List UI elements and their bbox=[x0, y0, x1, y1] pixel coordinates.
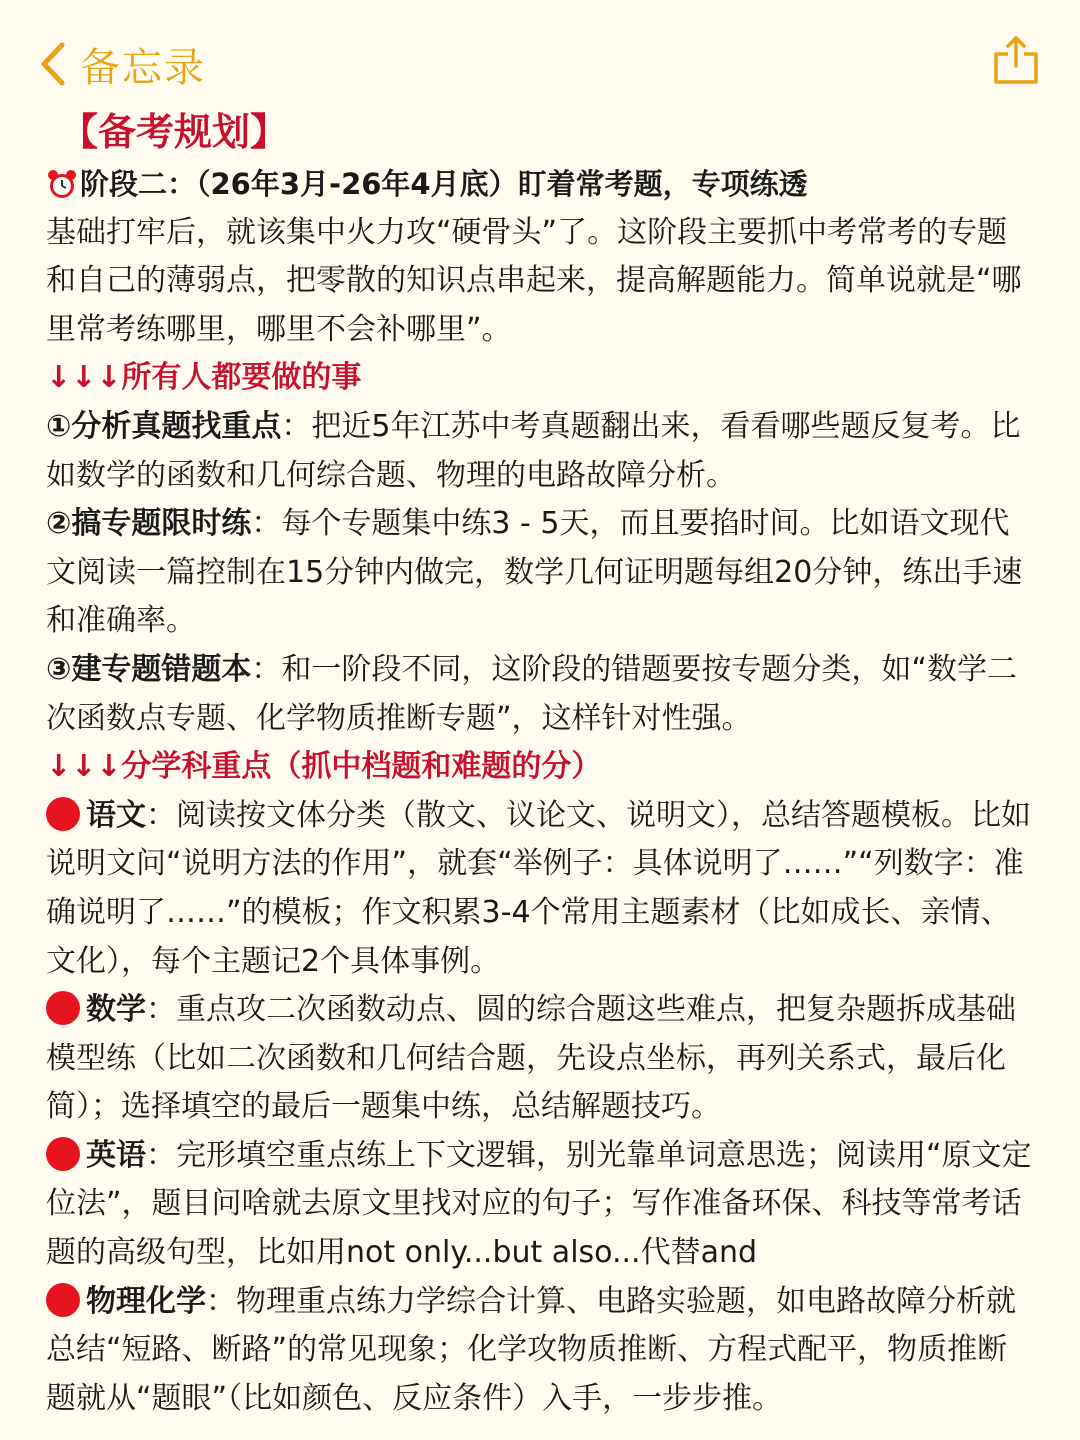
subject-label: 语文 bbox=[86, 797, 146, 833]
subject-text: ：完形填空重点练上下文逻辑，别光靠单词意思选；阅读用“原文定位法”，题目问啥就去原文里找对应的句子；写作准备环保、科技等常考话题的高级句型，比如用not only...but also...代替and bbox=[46, 1137, 1032, 1271]
task-text: ：把近5年江苏中考真题翻出来，看看哪些题反复考。比如数学的函数和几何综合题、物理的电路故障分析。 bbox=[46, 408, 1021, 493]
red-circle-icon bbox=[46, 797, 80, 831]
subject-item bbox=[46, 986, 1036, 1132]
section-title-subjects: ↓↓↓分学科重点（抓中档题和难题的分） bbox=[46, 749, 602, 785]
red-circle-icon bbox=[46, 1283, 80, 1317]
subject-label: 物理化学 bbox=[86, 1283, 206, 1319]
back-label: 备忘录 bbox=[80, 44, 206, 91]
note-body[interactable] bbox=[46, 104, 1036, 1423]
subject-item bbox=[46, 1278, 1036, 1424]
subject-text: ：物理重点练力学综合计算、电路实验题，如电路故障分析就总结“短路、断路”的常见现象；化学攻物质推断、方程式配平，物质推断题就从“题眼”（比如颜色、反应条件）入手，一步步推。 bbox=[46, 1283, 1016, 1416]
stage-title-line bbox=[46, 160, 1036, 209]
alarm-clock-icon bbox=[46, 168, 78, 200]
chevron-left-icon bbox=[38, 41, 66, 87]
intro-paragraph: 基础打牢后，就该集中火力攻“硬骨头”了。这阶段主要抓中考常考的专题和自己的薄弱点，把零散的知识点串起来，提高解题能力。简单说就是“哪里常考练哪里，哪里不会补哪里”。 bbox=[46, 214, 1022, 347]
subject-item bbox=[46, 792, 1036, 986]
subject-text: ：阅读按文体分类（散文、议论文、说明文），总结答题模板。比如说明文问“说明方法的作用”，就套“举例子：具体说明了……”“列数字：准确说明了……”的模板；作文积累3-4个常用主题素材（比如成长、亲情、文化），每个主题记2个具体事例。 bbox=[46, 797, 1031, 979]
note-heading: 【备考规划】 bbox=[60, 110, 289, 154]
task-text: ：每个专题集中练3 - 5天，而且要掐时间。比如语文现代文阅读一篇控制在15分钟内做完，数学几何证明题每组20分钟，练出手速和准确率。 bbox=[46, 506, 1023, 639]
task-item bbox=[46, 646, 1036, 743]
task-label: ①分析真题找重点 bbox=[46, 408, 282, 444]
task-item bbox=[46, 403, 1036, 500]
subject-label: 数学 bbox=[86, 992, 146, 1028]
share-icon[interactable] bbox=[990, 34, 1042, 86]
red-circle-icon bbox=[46, 1137, 80, 1171]
task-item bbox=[46, 500, 1036, 646]
nav-bar bbox=[0, 0, 1080, 110]
subject-label: 英语 bbox=[86, 1137, 146, 1173]
task-text: ：和一阶段不同，这阶段的错题要按专题分类，如“数学二次函数点专题、化学物质推断专题”，这样针对性强。 bbox=[46, 651, 1017, 736]
back-button[interactable] bbox=[38, 36, 206, 92]
task-label: ③建专题错题本 bbox=[46, 651, 252, 687]
subject-text: ：重点攻二次函数动点、圆的综合题这些难点，把复杂题拆成基础模型练（比如二次函数和几何结合题，先设点坐标，再列关系式，最后化简）；选择填空的最后一题集中练，总结解题技巧。 bbox=[46, 992, 1016, 1125]
stage-title: 阶段二：（26年3月-26年4月底）盯着常考题，专项练透 bbox=[80, 167, 808, 201]
subject-item bbox=[46, 1132, 1036, 1278]
task-label: ②搞专题限时练 bbox=[46, 506, 252, 542]
section-title-all: ↓↓↓所有人都要做的事 bbox=[46, 360, 362, 396]
red-circle-icon bbox=[46, 991, 80, 1025]
